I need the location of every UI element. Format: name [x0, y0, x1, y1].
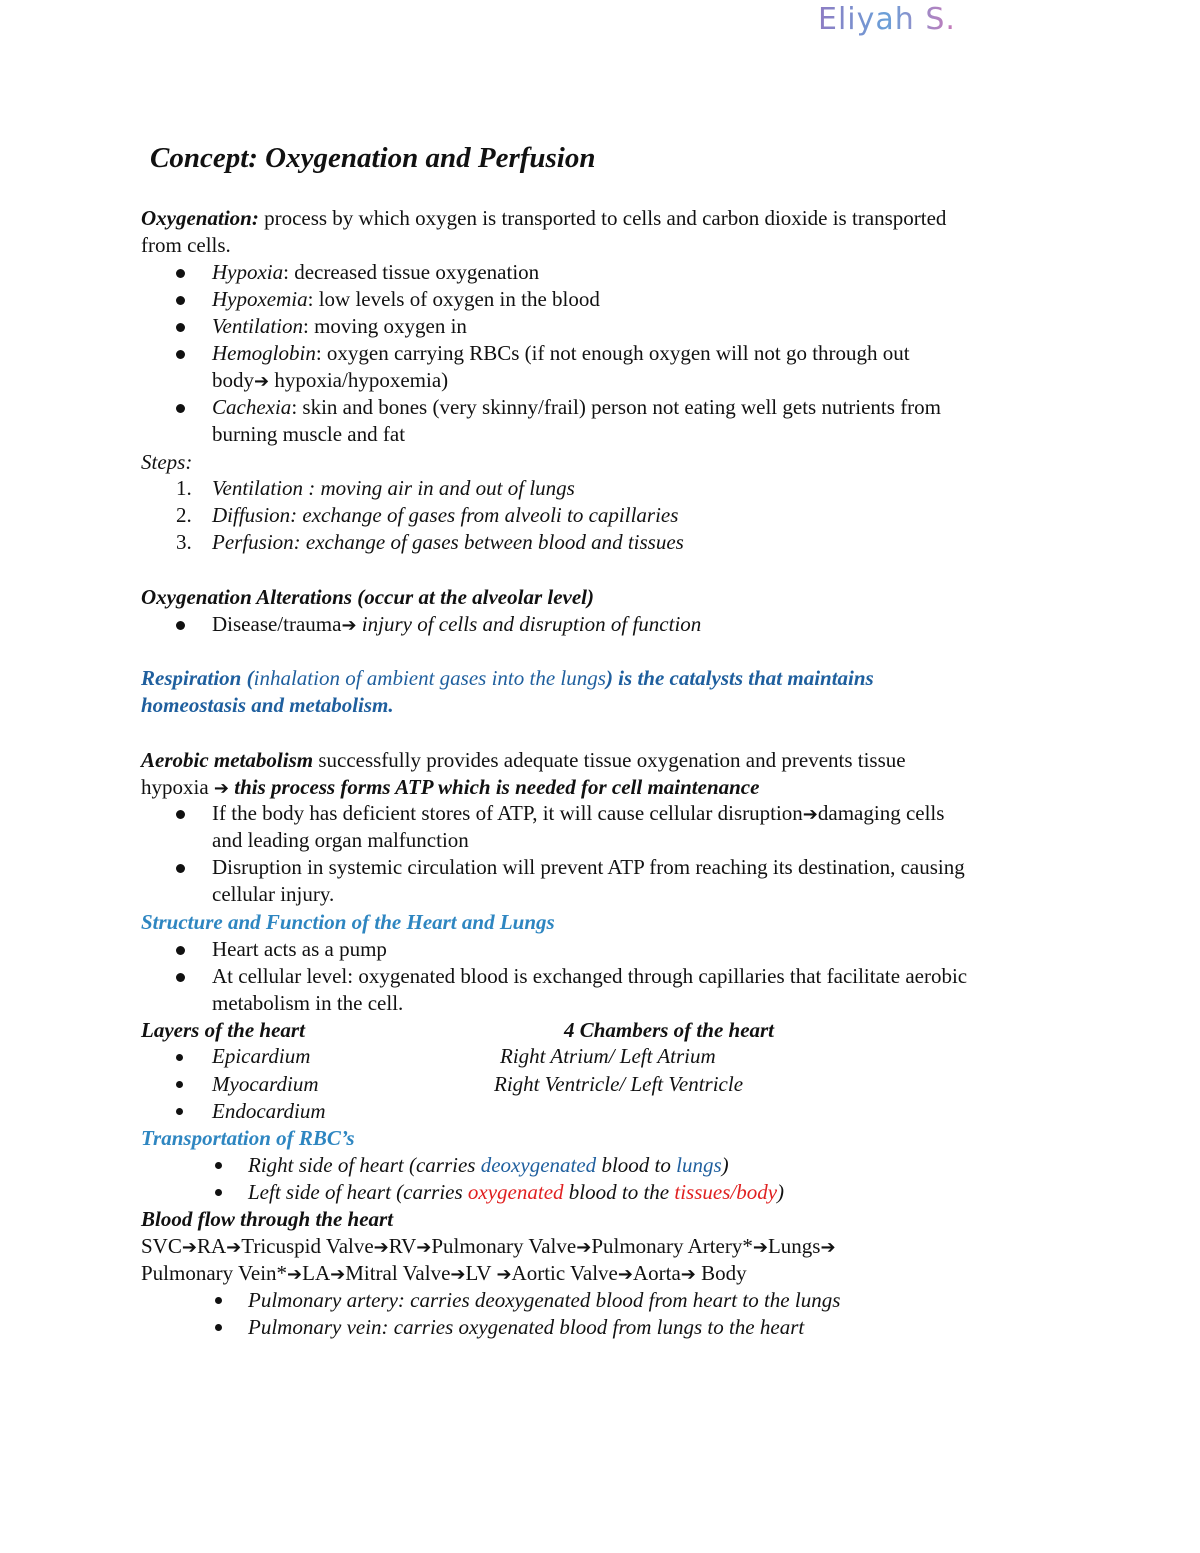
arrow-icon: ➔: [576, 1237, 592, 1258]
bullet-icon: [176, 864, 185, 873]
oxygenation-definition: Oxygenation: process by which oxygen is transported to cells and carbon dioxide is transported: [141, 206, 947, 230]
bullet-icon: [215, 1324, 222, 1331]
bullet-icon: [176, 973, 185, 982]
step-diffusion: Diffusion: exchange of gases from alveoli to capillaries: [212, 503, 679, 527]
list-item-ventilation: Ventilation: moving oxygen in: [212, 314, 467, 338]
list-item-cachexia-cont: burning muscle and fat: [212, 422, 406, 446]
bullet-icon: [215, 1189, 222, 1196]
respiration-statement-cont: homeostasis and metabolism.: [141, 693, 394, 717]
arrow-icon: ➔: [330, 1264, 346, 1285]
structure-bullet-2-cont: metabolism in the cell.: [212, 991, 404, 1015]
arrow-icon: ➔: [450, 1264, 466, 1285]
bloodflow-heading: Blood flow through the heart: [141, 1207, 394, 1231]
arrow-icon: ➔: [680, 1264, 696, 1285]
structure-bullet-1: Heart acts as a pump: [212, 937, 387, 961]
transport-heading: Transportation of RBC’s: [141, 1126, 355, 1150]
layer-endocardium: Endocardium: [212, 1099, 326, 1123]
arrow-icon: ➔: [254, 371, 270, 392]
arrow-icon: ➔: [213, 778, 229, 799]
structure-heading: Structure and Function of the Heart and Lungs: [141, 910, 555, 934]
bullet-icon: [176, 296, 185, 305]
arrow-icon: ➔: [752, 1237, 768, 1258]
bullet-icon: [176, 946, 185, 955]
aerobic-bullet-1-cont: and leading organ malfunction: [212, 828, 469, 852]
chamber-atria: Right Atrium/ Left Atrium: [500, 1044, 716, 1068]
aerobic-metabolism-cont: hypoxia ➔ this process forms ATP which is needed for cell maintenance: [141, 775, 760, 799]
arrow-icon: ➔: [373, 1237, 389, 1258]
transport-left-side: Left side of heart (carries oxygenated blood to the tissues/body): [248, 1180, 785, 1204]
alterations-item: Disease/trauma➔ injury of cells and disruption of function: [212, 612, 702, 636]
step-perfusion: Perfusion: exchange of gases between blood and tissues: [212, 530, 684, 554]
layer-epicardium: Epicardium: [212, 1044, 311, 1068]
bloodflow-note-artery: Pulmonary artery: carries deoxygenated blood from heart to the lungs: [248, 1288, 841, 1312]
bloodflow-line-1: SVC➔RA➔Tricuspid Valve➔RV➔Pulmonary Valve➔Pulmonary Artery*➔Lungs➔: [141, 1234, 836, 1258]
layers-heading: Layers of the heart: [141, 1018, 305, 1042]
aerobic-bullet-1: If the body has deficient stores of ATP, it will cause cellular disruption➔damaging cells: [212, 801, 945, 825]
aerobic-bullet-2-cont: cellular injury.: [212, 882, 335, 906]
arrow-icon: ➔: [416, 1237, 432, 1258]
bullet-icon: [215, 1297, 222, 1304]
bullet-icon: [176, 323, 185, 332]
arrow-icon: ➔: [341, 615, 357, 636]
transport-right-side: Right side of heart (carries deoxygenated blood to lungs): [248, 1153, 729, 1177]
step-number: 3.: [176, 530, 192, 554]
list-item-hemoglobin: Hemoglobin: oxygen carrying RBCs (if not enough oxygen will not go through out: [212, 341, 910, 365]
bullet-icon: [176, 1108, 183, 1115]
bloodflow-line-2: Pulmonary Vein*➔LA➔Mitral Valve➔LV ➔Aortic Valve➔Aorta➔ Body: [141, 1261, 747, 1285]
chambers-heading: 4 Chambers of the heart: [564, 1018, 775, 1042]
bullet-icon: [176, 404, 185, 413]
list-item-hemoglobin-cont: body➔ hypoxia/hypoxemia): [212, 368, 449, 392]
bullet-icon: [176, 350, 185, 359]
page-title: Concept: Oxygenation and Perfusion: [150, 142, 596, 174]
arrow-icon: ➔: [820, 1237, 836, 1258]
signature: Eliyah S.: [818, 2, 956, 37]
bullet-icon: [176, 621, 185, 630]
list-item-hypoxia: Hypoxia: decreased tissue oxygenation: [212, 260, 540, 284]
bullet-icon: [215, 1162, 222, 1169]
bullet-icon: [176, 1054, 183, 1061]
oxygenation-definition-cont: from cells.: [141, 233, 231, 257]
layer-myocardium: Myocardium: [212, 1072, 319, 1096]
list-item-hypoxemia: Hypoxemia: low levels of oxygen in the blood: [212, 287, 600, 311]
step-number: 1.: [176, 476, 192, 500]
list-item-cachexia: Cachexia: skin and bones (very skinny/frail) person not eating well gets nutrients from: [212, 395, 942, 419]
bullet-icon: [176, 810, 185, 819]
arrow-icon: ➔: [496, 1264, 512, 1285]
alterations-heading: Oxygenation Alterations (occur at the alveolar level): [141, 585, 595, 609]
arrow-icon: ➔: [617, 1264, 633, 1285]
arrow-icon: ➔: [226, 1237, 242, 1258]
step-ventilation: Ventilation : moving air in and out of lungs: [212, 476, 575, 500]
arrow-icon: ➔: [802, 804, 818, 825]
arrow-icon: ➔: [287, 1264, 303, 1285]
structure-bullet-2: At cellular level: oxygenated blood is exchanged through capillaries that facilitate aerobic: [212, 964, 968, 988]
steps-label: Steps:: [141, 450, 193, 474]
aerobic-bullet-2: Disruption in systemic circulation will prevent ATP from reaching its destination, causing: [212, 855, 965, 879]
bullet-icon: [176, 269, 185, 278]
respiration-statement: Respiration (inhalation of ambient gases into the lungs) is the catalysts that maintains: [141, 666, 874, 690]
arrow-icon: ➔: [181, 1237, 197, 1258]
chamber-ventricles: Right Ventricle/ Left Ventricle: [494, 1072, 744, 1096]
aerobic-metabolism: Aerobic metabolism successfully provides adequate tissue oxygenation and prevents tissue: [141, 748, 906, 772]
step-number: 2.: [176, 503, 192, 527]
bullet-icon: [176, 1081, 183, 1088]
bloodflow-note-vein: Pulmonary vein: carries oxygenated blood from lungs to the heart: [248, 1315, 805, 1339]
